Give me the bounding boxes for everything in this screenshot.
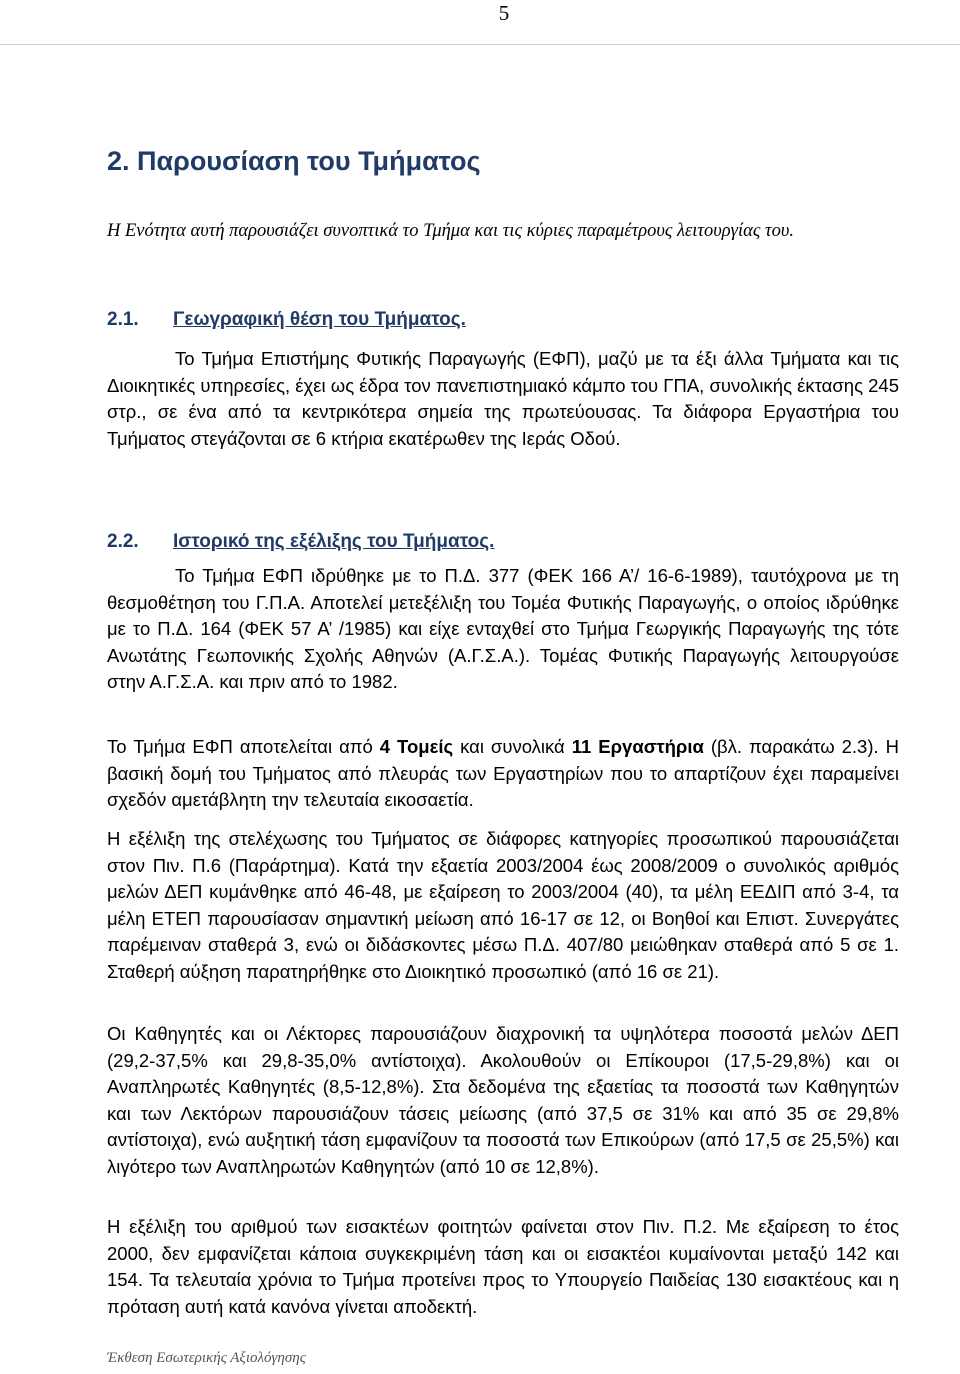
history-paragraph-4-block [107,1021,899,1181]
labs-count: 11 Εργαστήρια [571,736,704,757]
header-rule [0,44,960,45]
history-paragraph-5: Η εξέλιξη του αριθμού των εισακτέων φοιτητών φαίνεται στον Πιν. Π.2. Με εξαίρεση το έτος 2000, δεν εμφανίζεται κάποια συγκεκριμένη τάση και οι εισακτέοι κυμαίνονται μεταξύ 142 και 154. Τα τελευταία χρόνια το Τμήμα προτείνει προς το Υπουργείο Παιδείας 130 εισακτέους και η πρόταση αυτή κατά κανόνα γίνεται αποδεκτή. [107,1216,899,1317]
subsection-heading-location [107,307,466,333]
history-paragraph-1: Το Τμήμα ΕΦΠ ιδρύθηκε με το Π.Δ. 377 (ΦΕΚ 166 Α’/ 16-6-1989), ταυτόχρονα με τη θεσμοθέτηση του Γ.Π.Α. Αποτελεί μετεξέλιξη του Τομέα Φυτικής Παραγωγής, ο οποίος ιδρύθηκε με το Π.Δ. 164 (ΦΕΚ 57 Α’ /1985) και είχε ενταχθεί στο Τμήμα Γεωργικής Παραγωγής της τότε Ανωτάτης Γεωπονικής Σχολής Αθηνών (Α.Γ.Σ.Α.). Τομέας Φυτικής Παραγωγής λειτουργούσε στην Α.Γ.Σ.Α. και πριν από το 1982. [107,565,899,693]
history-paragraph-1-block [107,563,899,696]
subsection-title: Γεωγραφική θέση του Τμήματος. [173,309,466,330]
history-paragraph-4: Οι Καθηγητές και οι Λέκτορες παρουσιάζουν διαχρονική τα υψηλότερα ποσοστά μελών ΔΕΠ (29,2-37,5% και 29,8-35,0% αντίστοιχα). Ακολουθούν οι Επίκουροι (17,5-29,8%) και οι Αναπληρωτές Καθηγητές (8,5-12,8%). Στα δεδομένα της εξαετίας τα ποσοστά των Καθηγητών και των Λεκτόρων παρουσιάζουν τάσεις μείωσης (από 37,5 σε 31% και από 35 σε 29,8% αντίστοιχα), ενώ αυξητική τάση εμφανίζουν τα ποσοστά των Επικούρων (από 17,5 σε 25,5%) και λιγότερο των Αναπληρωτών Καθηγητών (από 10 σε 12,8%). [107,1023,899,1177]
location-paragraph: Το Τμήμα Επιστήμης Φυτικής Παραγωγής (ΕΦΠ), μαζύ με τα έξι άλλα Τμήματα και τις Διοικητικές υπηρεσίες, έχει ως έδρα τον πανεπιστημιακό κάμπο του ΓΠΑ, συνολικής έκτασης 245 στρ., σε ένα από τα κεντρικότερα σημεία της πρωτεύουσας. Τα διάφορα Εργαστήρια του Τμήματος στεγάζονται σε 6 κτήρια εκατέρωθεν της Ιεράς Οδού. [107,348,899,449]
paragraph-text: και συνολικά [453,736,572,757]
history-paragraph-3-block [107,826,899,986]
subsection-title: Ιστορικό της εξέλιξης του Τμήματος. [173,531,495,552]
subsection-number: 2.1. [107,309,139,330]
paragraph-text: Το Τμήμα ΕΦΠ αποτελείται από [107,736,380,757]
history-paragraph-3: Η εξέλιξη της στελέχωσης του Τμήματος σε διάφορες κατηγορίες προσωπικού παρουσιάζεται στον Πιν. Π.6 (Παράρτημα). Κατά την εξαετία 2003/2004 έως 2008/2009 ο συνολικός αριθμός μελών ΔΕΠ κυμάνθηκε από 46-48, με εξαίρεση το 2003/2004 (40), τα μέλη ΕΕΔΙΠ από 3-4, τα μέλη ΕΤΕΠ παρουσίασαν σημαντική μείωση από 16-17 σε 12, οι Βοηθοί και Επιστ. Συνεργάτες παρέμειναν σταθερά 3, ενώ οι διδάσκοντες μέσω Π.Δ. 407/80 μειώθηκαν σταθερά από 5 σε 1. Σταθερή αύξηση παρατηρήθηκε στο Διοικητικό προσωπικό (από 16 σε 21). [107,828,899,982]
section-intro: Η Ενότητα αυτή παρουσιάζει συνοπτικά το Τμήμα και τις κύριες παραμέτρους λειτουργίας του. [107,221,794,241]
subsection-heading-history [107,529,494,555]
page-footer: Έκθεση Εσωτερικής Αξιολόγησης [107,1350,306,1366]
subsection-number: 2.2. [107,531,139,552]
page-number: 5 [498,1,510,25]
section-title: 2. Παρουσίαση του Τμήματος [107,146,481,176]
history-paragraph-2-block [107,734,899,814]
history-paragraph-5-block [107,1214,899,1320]
location-paragraph-block [107,346,899,452]
paragraph-text: (βλ. παρακάτω 2.3). Η βασική δομή του Τμήματος από πλευράς των Εργαστηρίων που το απαρτίζουν έχει παραμείνει σχεδόν αμετάβλητη την τελευταία εικοσαετία. [107,736,899,811]
history-paragraph-2 [107,734,899,814]
sectors-count: 4 Τομείς [379,736,454,757]
